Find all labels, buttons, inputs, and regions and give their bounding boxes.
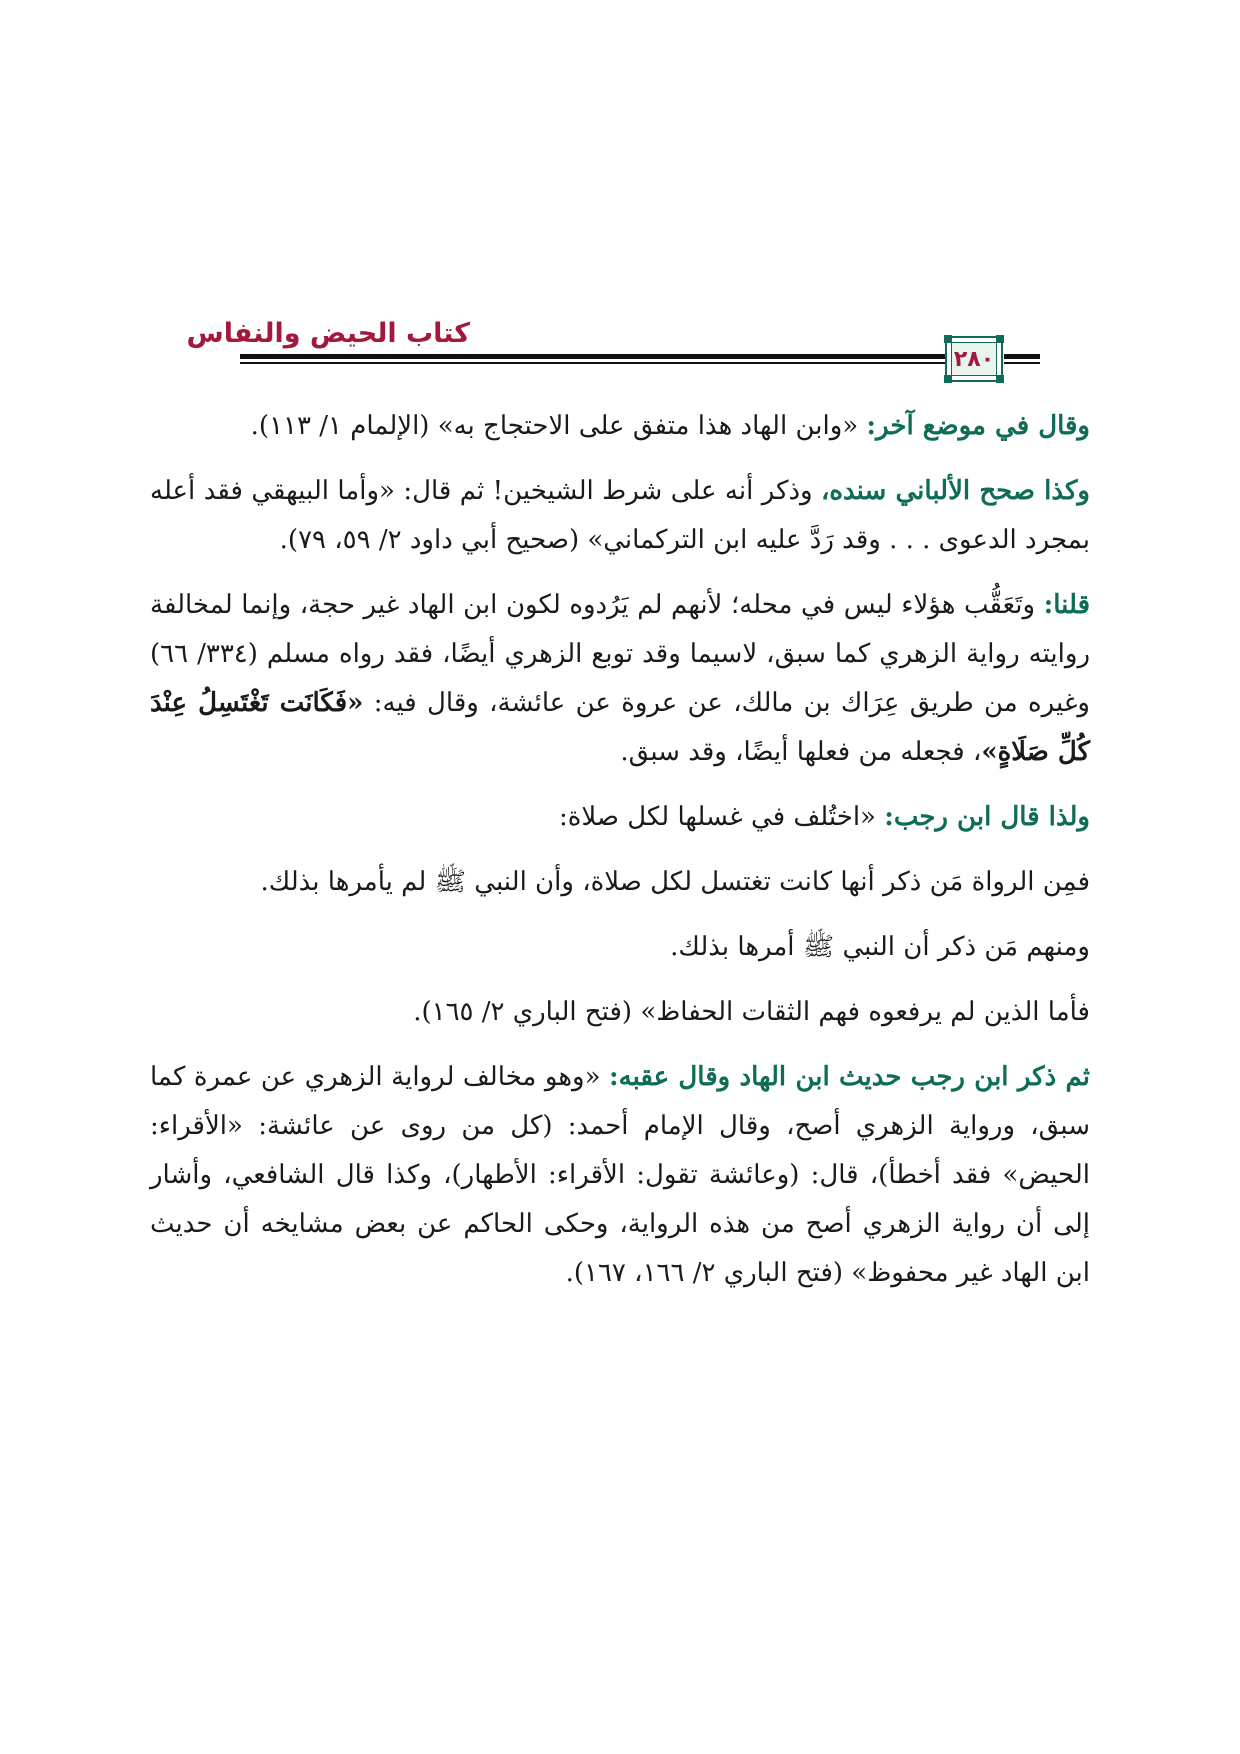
header-rule-thin [240,362,945,364]
paragraph-lead: وكذا صحح الألباني سنده، [821,476,1090,506]
paragraph-5 [150,858,1090,907]
badge-corner-ornament [996,375,1004,383]
paragraph-6 [150,923,1090,972]
page-body [150,402,1090,1314]
page-number: ٢٨٠ [953,346,995,372]
header-rule-thick [240,354,945,359]
paragraph-7 [150,988,1090,1037]
paragraph-text: فمِن الرواة مَن ذكر أنها كانت تغتسل لكل صلاة، وأن النبي ﷺ لم يأمرها بذلك. [260,867,1090,897]
paragraph-lead: قلنا: [1043,590,1090,620]
paragraph-text: «وهو مخالف لرواية الزهري عن عمرة كما سبق، ورواية الزهري أصح، وقال الإمام أحمد: (كل من روى عن عائشة: «الأقراء: الحيض» فقد أخطأ)، قال: (وعائشة تقول: الأقراء: الأطهار)، وكذا قال الشافعي، وأشار إلى أن رواية الزهري أصح من هذه الرواية، وحكى الحاكم عن بعض مشايخه أن حديث ابن الهاد غير محفوظ» (فتح الباري ٢/ ١٦٦، ١٦٧). [150,1062,1090,1288]
paragraph-text: ومنهم مَن ذكر أن النبي ﷺ أمرها بذلك. [670,932,1090,962]
header-rule-thin-right [1004,362,1040,364]
book-title: كتاب الحيض والنفاس [186,318,470,349]
paragraph-2 [150,467,1090,565]
paragraph-4 [150,793,1090,842]
paragraph-lead: ولذا قال ابن رجب: [884,802,1090,832]
paragraph-text: وتَعَقُّب هؤلاء ليس في محله؛ لأنهم لم يَرُدوه لكون ابن الهاد غير حجة، وإنما لمخالفة روايته رواية الزهري كما سبق، لاسيما وقد توبع الزهري أيضًا، فقد رواه مسلم (٣٣٤/ ٦٦) وغيره من طريق عِرَاك بن مالك، عن عروة عن عائشة، وقال فيه: [150,590,1090,718]
paragraph-1 [150,402,1090,451]
page-number-frame [951,342,997,376]
hadith-quote: «فَكَانَت تَغْتَسِلُ عِنْدَ كُلِّ صَلَاةٍ» [150,688,1090,767]
paragraph-text: فأما الذين لم يرفعوه فهم الثقات الحفاظ» (فتح الباري ٢/ ١٦٥). [413,997,1090,1027]
paragraph-text: ، فجعله من فعلها أيضًا، وقد سبق. [620,737,982,767]
paragraph-text: «وابن الهاد هذا متفق على الاحتجاج به» (الإلمام ١/ ١١٣). [250,411,867,441]
paragraph-lead: وقال في موضع آخر: [866,411,1090,441]
badge-corner-ornament [944,375,952,383]
paragraph-text: وذكر أنه على شرط الشيخين! ثم قال: «وأما البيهقي فقد أعله بمجرد الدعوى . . . وقد رَدَّ عليه ابن التركماني» (صحيح أبي داود ٢/ ٥٩، ٧٩). [150,476,1090,555]
paragraph-lead: ثم ذكر ابن رجب حديث ابن الهاد وقال عقبه: [609,1062,1090,1092]
paragraph-3 [150,581,1090,777]
paragraph-text: «اختُلف في غسلها لكل صلاة: [558,802,885,832]
paragraph-8 [150,1053,1090,1298]
badge-corner-ornament [996,335,1004,343]
header-rule-thick-right [1004,354,1040,359]
page-number-badge [945,336,1003,382]
